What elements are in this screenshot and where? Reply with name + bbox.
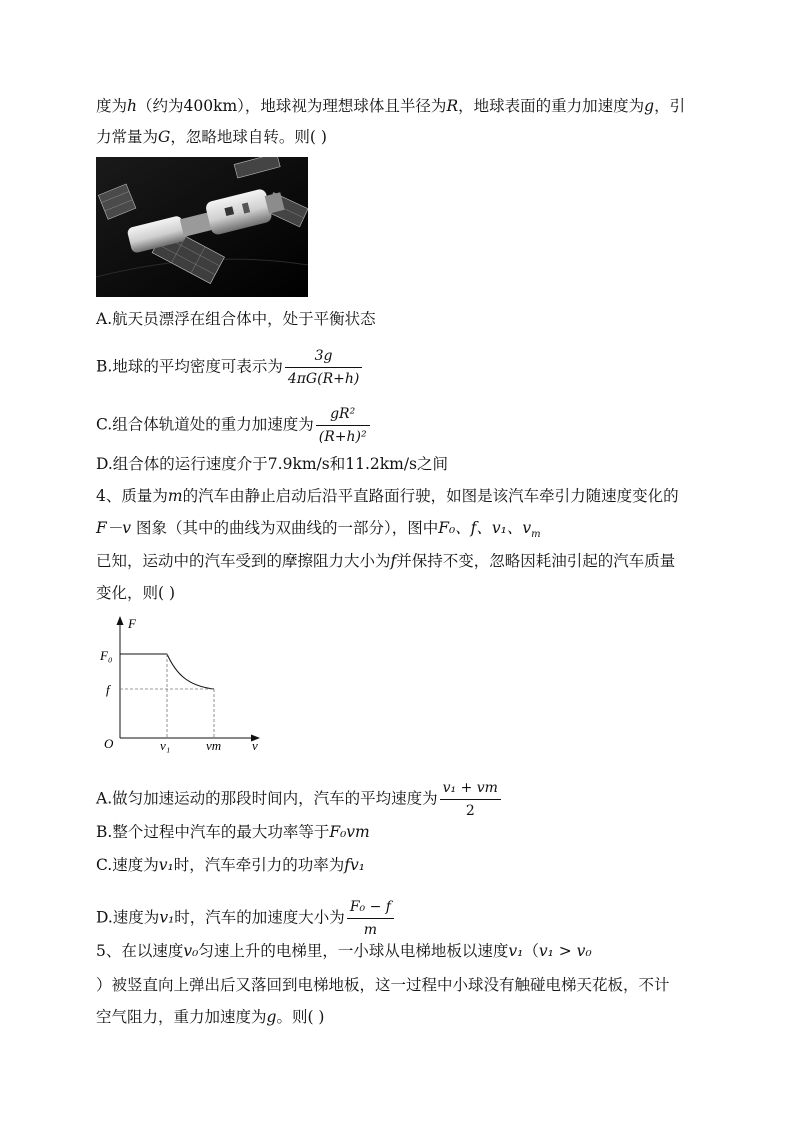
f-label: f	[106, 682, 110, 697]
vm-label: vm	[206, 738, 222, 753]
q4-line-4: 变化，则( )	[96, 584, 176, 602]
q3-option-b-fraction: $\frac{3g}{4\pi G(R+h)}$	[285, 346, 363, 389]
q5-line-1: 5、在以速度v₀匀速上升的电梯里，一小球从电梯地板以速度v₁（v₁ > v₀	[96, 942, 592, 960]
q5-line-2: ）被竖直向上弹出后又落回到电梯地板，这一过程中小球没有触碰电梯天花板，不计	[96, 976, 670, 994]
q3-option-c: C.组合体轨道处的重力加速度为 $\frac{\text{gR²}}{\text{(R+h)²}}$	[96, 404, 372, 447]
q4-option-a: A.做匀加速运动的那段时间内，汽车的平均速度为 $\frac{\text{v₁ + vm}}{2}$	[96, 778, 503, 821]
f0-label: F₀	[100, 648, 113, 663]
q4-line-3: 已知，运动中的汽车受到的摩擦阻力大小为f并保持不变，忽略因耗油引起的汽车质量	[96, 552, 676, 570]
q3-option-d: D.组合体的运行速度介于7.9km/s和11.2km/s之间	[96, 455, 448, 473]
q3-option-c-fraction: $\frac{\text{gR²}}{\text{(R+h)²}}$	[316, 404, 370, 447]
q4-option-a-fraction: $\frac{\text{v₁ + vm}}{2}$	[440, 778, 501, 821]
hyperbola-curve	[167, 654, 214, 689]
q4-line-2: F－v 图象（其中的曲线为双曲线的一部分），图中F₀、f、v₁、$v_m$	[96, 519, 541, 540]
q3-option-b: B.地球的平均密度可表示为 $\frac{3g}{4\pi G(R+h)}$	[96, 346, 364, 389]
space-station-photo	[96, 157, 308, 297]
q3-option-a: A.航天员漂浮在组合体中，处于平衡状态	[96, 310, 376, 328]
q4-option-c: C.速度为v₁时，汽车牵引力的功率为fv₁	[96, 856, 365, 874]
v1-label: v₁	[160, 738, 171, 753]
y-axis-label: F	[128, 616, 136, 631]
force-velocity-graph	[96, 612, 266, 762]
q4-option-d: D.速度为v₁时，汽车的加速度大小为 $\frac{\text{F₀ − f}}{m}$	[96, 897, 396, 940]
q5-line-3: 空气阻力，重力加速度为g。则( )	[96, 1008, 325, 1026]
q4-line-1: 4、质量为m的汽车由静止启动后沿平直路面行驶，如图是该汽车牵引力随速度变化的	[96, 487, 679, 505]
x-axis-label: v	[252, 738, 258, 753]
q3-intro-line-2: 力常量为G，忽略地球自转。则( )	[96, 128, 327, 146]
q4-option-b: B.整个过程中汽车的最大功率等于F₀vm	[96, 823, 370, 841]
y-axis-arrow	[117, 616, 124, 625]
q4-option-d-fraction: $\frac{\text{F₀ − f}}{m}$	[347, 897, 394, 940]
q3-intro-line-1: 度为h（约为400km），地球视为理想球体且半径为R，地球表面的重力加速度为g，引	[96, 97, 686, 115]
origin-label: O	[104, 736, 114, 751]
